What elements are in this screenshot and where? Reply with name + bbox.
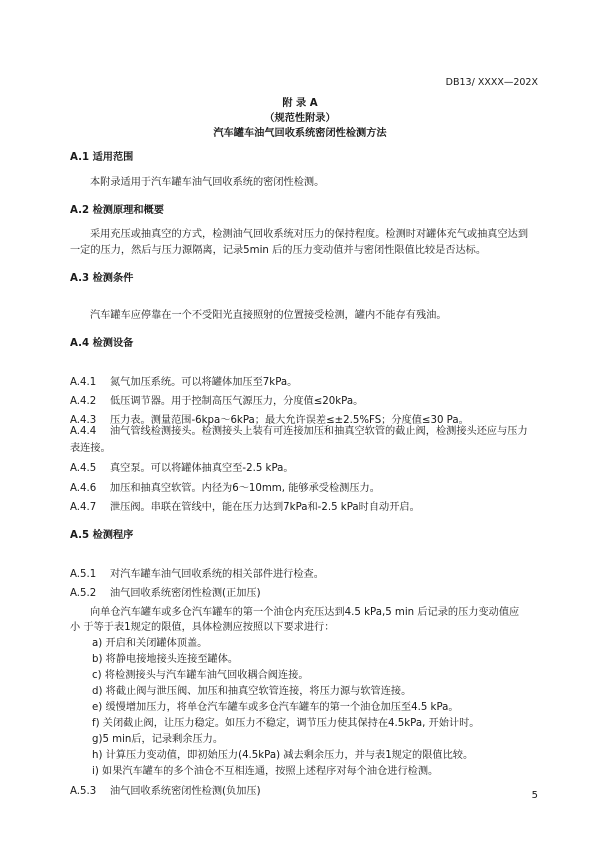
item-number: A.4.2	[70, 396, 97, 407]
procedure-step: f) 关闭截止阀，让压力稳定。如压力不稳定，调节压力使其保持在4.5kPa, 开始计时。	[92, 718, 480, 729]
item-text: 低压调节器。用于控制高压气源压力，分度值≤20kPa。	[110, 396, 364, 407]
procedure-step: i) 如果汽车罐车的多个油仓不互相连通，按照上述程序对每个油仓进行检测。	[92, 766, 439, 777]
list-item	[70, 586, 545, 601]
item-text: 对汽车罐车油气回收系统的相关部件进行检查。	[110, 569, 324, 580]
item-number: A.4.5	[70, 463, 97, 474]
section-heading-a5: A.5 检测程序	[70, 530, 134, 541]
appendix-type: （规范性附录）	[264, 113, 336, 124]
item-text: 表连接。	[70, 443, 111, 454]
list-item	[70, 784, 545, 799]
item-text: 泄压阀。串联在管线中，能在压力达到7kPa和-2.5 kPa时自动开启。	[110, 502, 420, 513]
procedure-step: e) 缓慢增加压力，将单仓汽车罐车或多仓汽车罐车的第一个油仓加压至4.5 kPa。	[92, 702, 459, 713]
item-number: A.4.7	[70, 502, 97, 513]
item-number: A.5.3	[70, 786, 97, 797]
item-text: 加压和抽真空软管。内径为6～10mm, 能够承受检测压力。	[110, 483, 380, 494]
list-item	[70, 424, 545, 439]
section-text-a2-line1: 采用充压或抽真空的方式，检测油气回收系统对压力的保持程度。检测时对罐体充气或抽真空达到	[90, 229, 529, 240]
item-number: A.5.1	[70, 569, 97, 580]
procedure-step: d) 将截止阀与泄压阀、加压和抽真空软管连接，将压力源与软管连接。	[92, 686, 412, 697]
procedure-step: h) 计算压力变动值，即初始压力(4.5kPa) 减去剩余压力，并与表1规定的限值比较。	[92, 750, 474, 761]
procedure-intro-line1: 向单仓汽车罐车或多仓汽车罐车的第一个油仓内充压达到4.5 kPa,5 min 后记录的压力变动值应	[90, 607, 520, 618]
section-heading-a4: A.4 检测设备	[70, 338, 134, 349]
item-text: 真空泵。可以将罐体抽真空至-2.5 kPa。	[110, 463, 294, 474]
item-number: A.4.6	[70, 483, 97, 494]
list-item	[70, 394, 545, 409]
item-text: 油气回收系统密闭性检测(正加压)	[110, 588, 261, 599]
list-item	[70, 481, 545, 496]
item-text: 油气回收系统密闭性检测(负加压)	[110, 786, 261, 797]
section-heading-a1: A.1 适用范围	[70, 152, 134, 163]
procedure-step: c) 将检测接头与汽车罐车油气回收耦合阀连接。	[92, 670, 309, 681]
document-code: DB13/ XXXX—202X	[445, 77, 538, 88]
item-number: A.4.3	[70, 415, 97, 426]
section-text-a1: 本附录适用于汽车罐车油气回收系统的密闭性检测。	[90, 177, 325, 188]
list-item	[70, 500, 545, 515]
procedure-intro-line2: 小 于等于表1规定的限值，具体检测应按照以下要求进行：	[70, 622, 335, 633]
section-heading-a3: A.3 检测条件	[70, 273, 134, 284]
procedure-step: g)5 min后，记录剩余压力。	[92, 734, 224, 745]
item-number: A.4.1	[70, 377, 97, 388]
procedure-step: a) 开启和关闭罐体顶盖。	[92, 638, 208, 649]
list-item-continuation	[70, 441, 545, 456]
item-text: 氮气加压系统。可以将罐体加压至7kPa。	[110, 377, 298, 388]
list-item	[70, 461, 545, 476]
page-number: 5	[531, 790, 538, 801]
section-heading-a2: A.2 检测原理和概要	[70, 205, 164, 216]
list-item	[70, 375, 545, 390]
procedure-step: b) 将静电接地接头连接至罐体。	[92, 654, 239, 665]
item-text: 压力表。测量范围-6kpa～6kPa；最大允许误差≤±2.5%FS；分度值≤30 Pa。	[110, 415, 469, 426]
appendix-subject: 汽车罐车油气回收系统密闭性检测方法	[213, 128, 387, 139]
appendix-title: 附 录 A	[282, 98, 318, 109]
section-text-a2-line2: 一定的压力，然后与压力源隔离，记录5min 后的压力变动值并与密闭性限值比较是否达标。	[70, 245, 487, 256]
item-number: A.4.4	[70, 426, 97, 437]
list-item	[70, 567, 545, 582]
item-text: 油气管线检测接头。检测接头上装有可连接加压和抽真空软管的截止阀，检测接头还应与压力	[110, 426, 528, 437]
section-text-a3: 汽车罐车应停靠在一个不受阳光直接照射的位置接受检测，罐内不能存有残油。	[90, 310, 447, 321]
item-number: A.5.2	[70, 588, 97, 599]
